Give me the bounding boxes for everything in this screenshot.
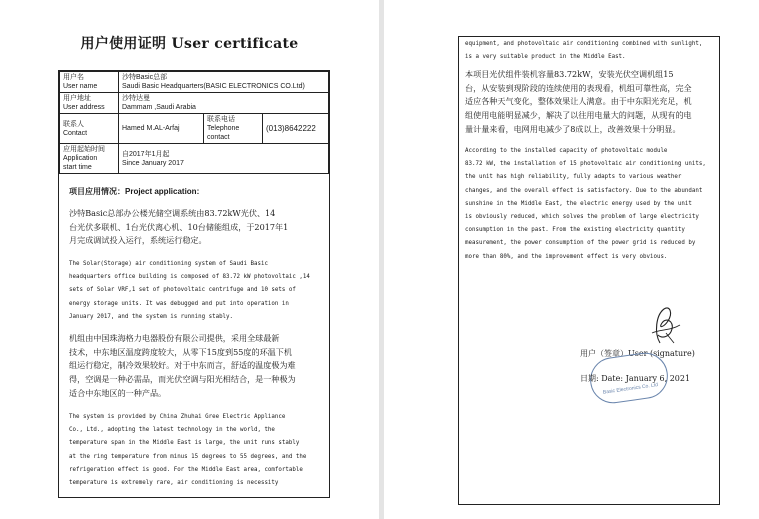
text-line: The system is provided by China Zhuhai Gree Electric Appliance [69, 414, 286, 420]
text-line: the unit has high reliability, fully adapts to various weather [465, 174, 682, 181]
text-line: temperature span in the Middle East is large, the unit runs stably [69, 440, 300, 447]
text-line: more than 80%, and the improvement effect is very obvious. [465, 253, 668, 260]
text-line: 组运行稳定，制冷效果较好。对于中东而言，舒适的温度极为难 [69, 360, 296, 371]
value-cn: 沙特Basic总部 [122, 74, 168, 81]
handwritten-signature [640, 303, 686, 347]
paragraph-cn-2 [69, 332, 321, 401]
paragraph-en-3 [465, 38, 715, 64]
text-line: 本项目光伏组件装机容量83.72kW，安装光伏空调机组15 [465, 69, 674, 79]
text-line: measurement, the power consumption of the power grid is reduced by [465, 240, 696, 247]
label-en: Application [63, 155, 98, 162]
text-line: 组使用电能明显减少，解决了以往用电量大的问题，从现有的电 [465, 110, 692, 121]
start-time-row [60, 144, 329, 174]
contact-label [60, 114, 119, 144]
page-title: 用户使用证明 User certificate [80, 36, 299, 52]
project-heading: 项目应用情况：Project application: [69, 187, 200, 196]
label-cn: 应用起始时间 [63, 146, 105, 153]
text-line: at the ring temperature from minus 15 degrees to 55 degrees, and the [69, 453, 307, 460]
label-cn: 用户地址 [63, 95, 91, 102]
paragraph-cn-1 [69, 207, 321, 248]
value-en: Saudi Basic Headquarters(BASIC ELECTRONICS CO.Ltd) [122, 83, 305, 90]
paragraph-en-2 [69, 411, 321, 490]
label-en: start time [63, 164, 92, 171]
label-cn: 用户名 [63, 74, 84, 81]
label-en: User address [63, 104, 105, 111]
text-line: sunshine in the Middle East, the electric energy used by the unit [465, 200, 692, 207]
label-en: Contact [63, 129, 88, 137]
text-line: changes, and the overall effect is satisfactory. Due to the abundant [465, 187, 703, 194]
text-line: 量计量来看，电网用电减少了8成以上，改善效果十分明显。 [465, 123, 681, 134]
value-en: Dammam ,Saudi Arabia [122, 104, 196, 111]
telephone-label [204, 114, 263, 144]
text-line: 台光伏多联机、1台光伏离心机、10台储能组成，于2017年1 [69, 221, 289, 232]
stamp-text: Basic Electronics Co. Ltd [602, 382, 659, 396]
text-line: equipment, and photovoltaic air conditioning combined with sunlight, [465, 41, 703, 47]
text-line: 机组由中国珠海格力电器股份有限公司提供，采用全球最新 [69, 333, 280, 343]
text-line: The Solar(Storage) air conditioning system of Saudi Basic [69, 261, 268, 267]
value-cn: 沙特达曼 [122, 95, 150, 102]
text-line: 台，从安装到现阶段的连续使用的表现看，机组可靠性高，完全 [465, 82, 692, 93]
text-line: 适合中东地区的一种产品。 [69, 387, 167, 398]
text-line: 83.72 kW, the installation of 15 photovoltaic air conditioning units, [465, 161, 706, 168]
value-en: Since January 2017 [122, 159, 184, 167]
text-line: is obviously reduced, which solves the problem of large electricity [465, 214, 699, 221]
label-en: Telephone contact [207, 125, 240, 141]
certificate-frame-right [458, 36, 720, 505]
text-line: headquarters office building is composed of 83.72 kW photovoltaic ,14 [69, 274, 310, 281]
text-line: 沙特Basic总部办公楼光储空调系统由83.72kW光伏、14 [69, 208, 276, 218]
contact-row [60, 114, 329, 144]
text-line: 得，空调是一种必需品，而光伏空调与阳光相结合，是一种极为 [69, 374, 296, 385]
contact-value: Hamed M.AL-Arfaj [119, 114, 204, 144]
signature-label: 用户（签章）User (signature) [580, 349, 695, 358]
date-label: 日期: Date: January 6, 2021 [580, 374, 691, 383]
text-line: 月完成调试投入运行，系统运行稳定。 [69, 235, 207, 246]
paragraph-en-1 [69, 258, 321, 324]
user-name-row [60, 72, 329, 93]
paragraph-cn-3 [465, 68, 715, 137]
telephone-value: (013)8642222 [263, 114, 329, 144]
paragraph-en-4 [465, 145, 715, 264]
value-cn: 自2017年1月起 [122, 150, 170, 158]
text-line: sets of Solar VRF,1 set of photovoltaic centrifuge and 10 sets of [69, 287, 296, 294]
user-address-label [60, 93, 119, 114]
user-address-value [119, 93, 329, 114]
user-info-table [59, 71, 329, 174]
user-name-label [60, 72, 119, 93]
text-line: January 2017, and the system is running stably. [69, 313, 234, 320]
text-line: 技术，中东地区温度跨度较大，从零下15度到55度的环温下机 [69, 346, 292, 357]
text-line: energy storage units. It was debugged and put into operation in [69, 300, 289, 307]
text-line: 适应各种天气变化，整体效果让人满意。由于中东阳光充足，机 [465, 96, 692, 107]
text-line: Co., Ltd., adopting the latest technology in the world, the [69, 427, 275, 434]
user-address-row [60, 93, 329, 114]
certificate-frame-left [58, 70, 330, 498]
label-cn: 联系电话 [207, 116, 235, 123]
text-line: According to the installed capacity of photovoltaic module [465, 148, 668, 154]
text-line: refrigeration effect is good. For the Middle East area, comfortable [69, 466, 303, 473]
start-time-label [60, 144, 119, 174]
user-name-value [119, 72, 329, 93]
text-line: is a very suitable product in the Middle East. [465, 54, 626, 61]
label-en: User name [63, 83, 98, 90]
text-line: consumption in the past. From the existing electricity quantity [465, 227, 685, 234]
start-time-value [119, 144, 329, 174]
text-line: temperature is extremely rare, air conditioning is necessity [69, 480, 279, 487]
label-cn: 联系人 [63, 120, 84, 128]
